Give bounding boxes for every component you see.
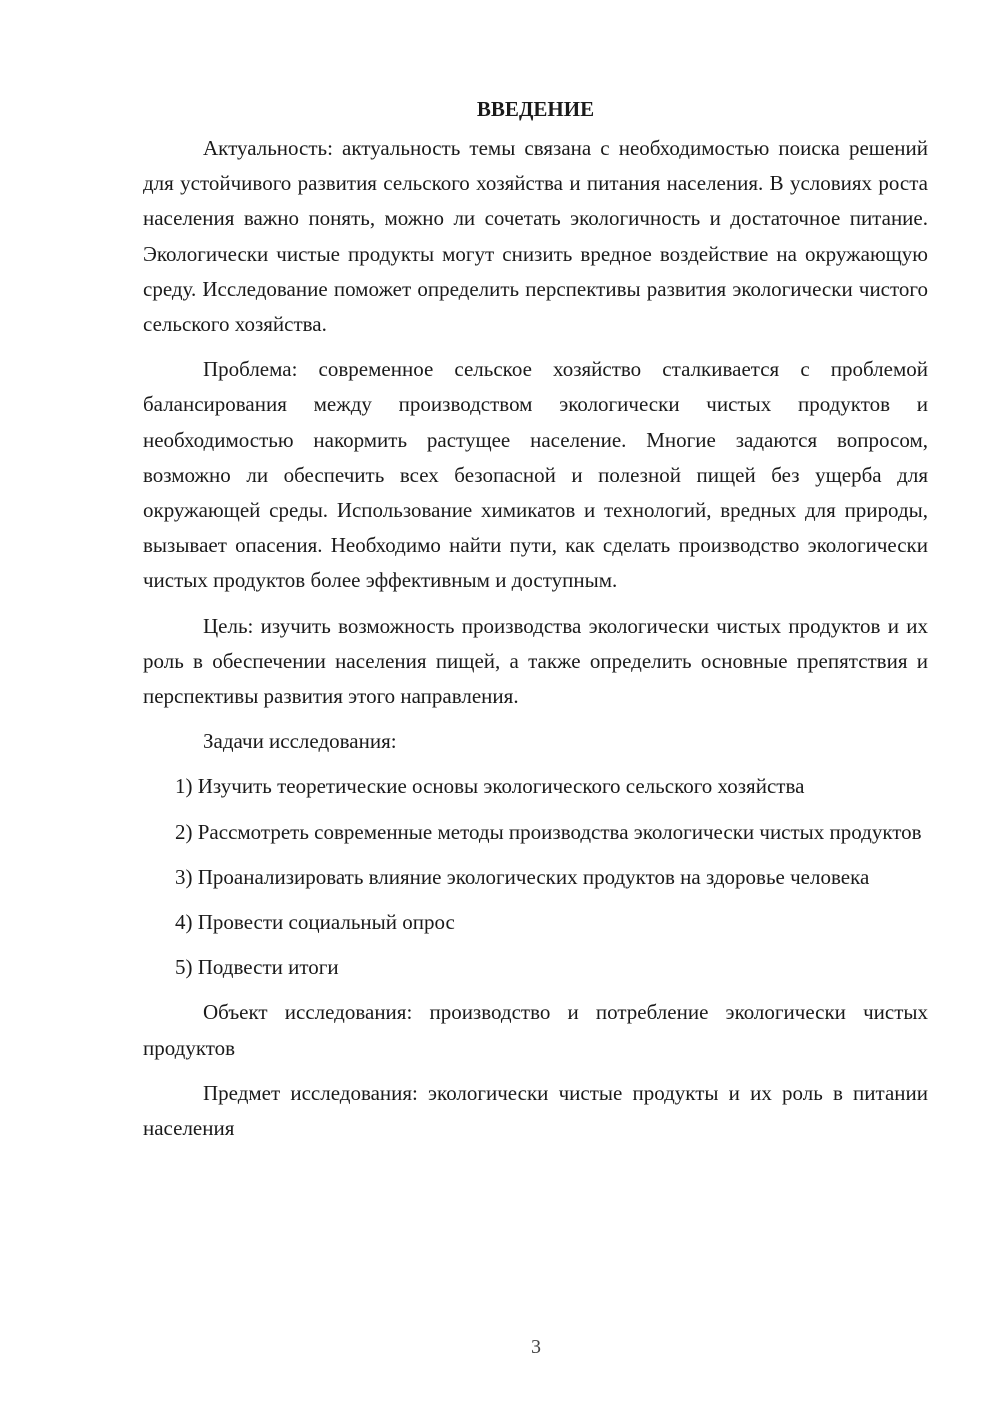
paragraph-relevance: Актуальность: актуальность темы связана с необходимостью поиска решений для устойчивого развития сельского хозяйства и питания населения. В условиях роста населения важно понять, можно ли сочетать экологичность и достаточное питание. Экологически чистые продукты могут снизить вредное воздействие на окружающую среду. Исследование поможет определить перспективы развития экологически чистого сельского хозяйства. bbox=[143, 136, 928, 337]
paragraph-goal: Цель: изучить возможность производства экологически чистых продуктов и их роль в обеспечении населения пищей, а также определить основные препятствия и перспективы развития этого направления. bbox=[143, 613, 928, 709]
task-item-3: 3) Проанализировать влияние экологических продуктов на здоровье человека bbox=[175, 864, 870, 889]
page-content bbox=[143, 92, 928, 1156]
task-item-2: 2) Рассмотреть современные методы производства экологически чистых продуктов bbox=[175, 819, 922, 844]
section-title: ВВЕДЕНИЕ bbox=[476, 97, 595, 121]
paragraph-problem: Проблема: современное сельское хозяйство сталкивается с проблемой балансирования между производством экологически чистых продуктов и необходимостью накормить растущее население. Многие задаются вопросом, возможно ли обеспечить всех безопасной и полезной пищей без ущерба для окружающей среды. Использование химикатов и технологий, вредных для природы, вызывает опасения. Необходимо найти пути, как сделать производство экологически чистых продуктов более эффективным и доступным. bbox=[143, 357, 928, 593]
task-item-4: 4) Провести социальный опрос bbox=[175, 910, 455, 935]
paragraph-subject: Предмет исследования: экологически чистые продукты и их роль в питании населения bbox=[143, 1080, 928, 1141]
task-item-1: 1) Изучить теоретические основы экологического сельского хозяйства bbox=[175, 774, 805, 799]
tasks-heading: Задачи исследования: bbox=[203, 729, 397, 754]
page-number: 3 bbox=[531, 1336, 541, 1358]
paragraph-object: Объект исследования: производство и потребление экологически чистых продуктов bbox=[143, 1000, 928, 1060]
task-item-5: 5) Подвести итоги bbox=[175, 955, 339, 980]
